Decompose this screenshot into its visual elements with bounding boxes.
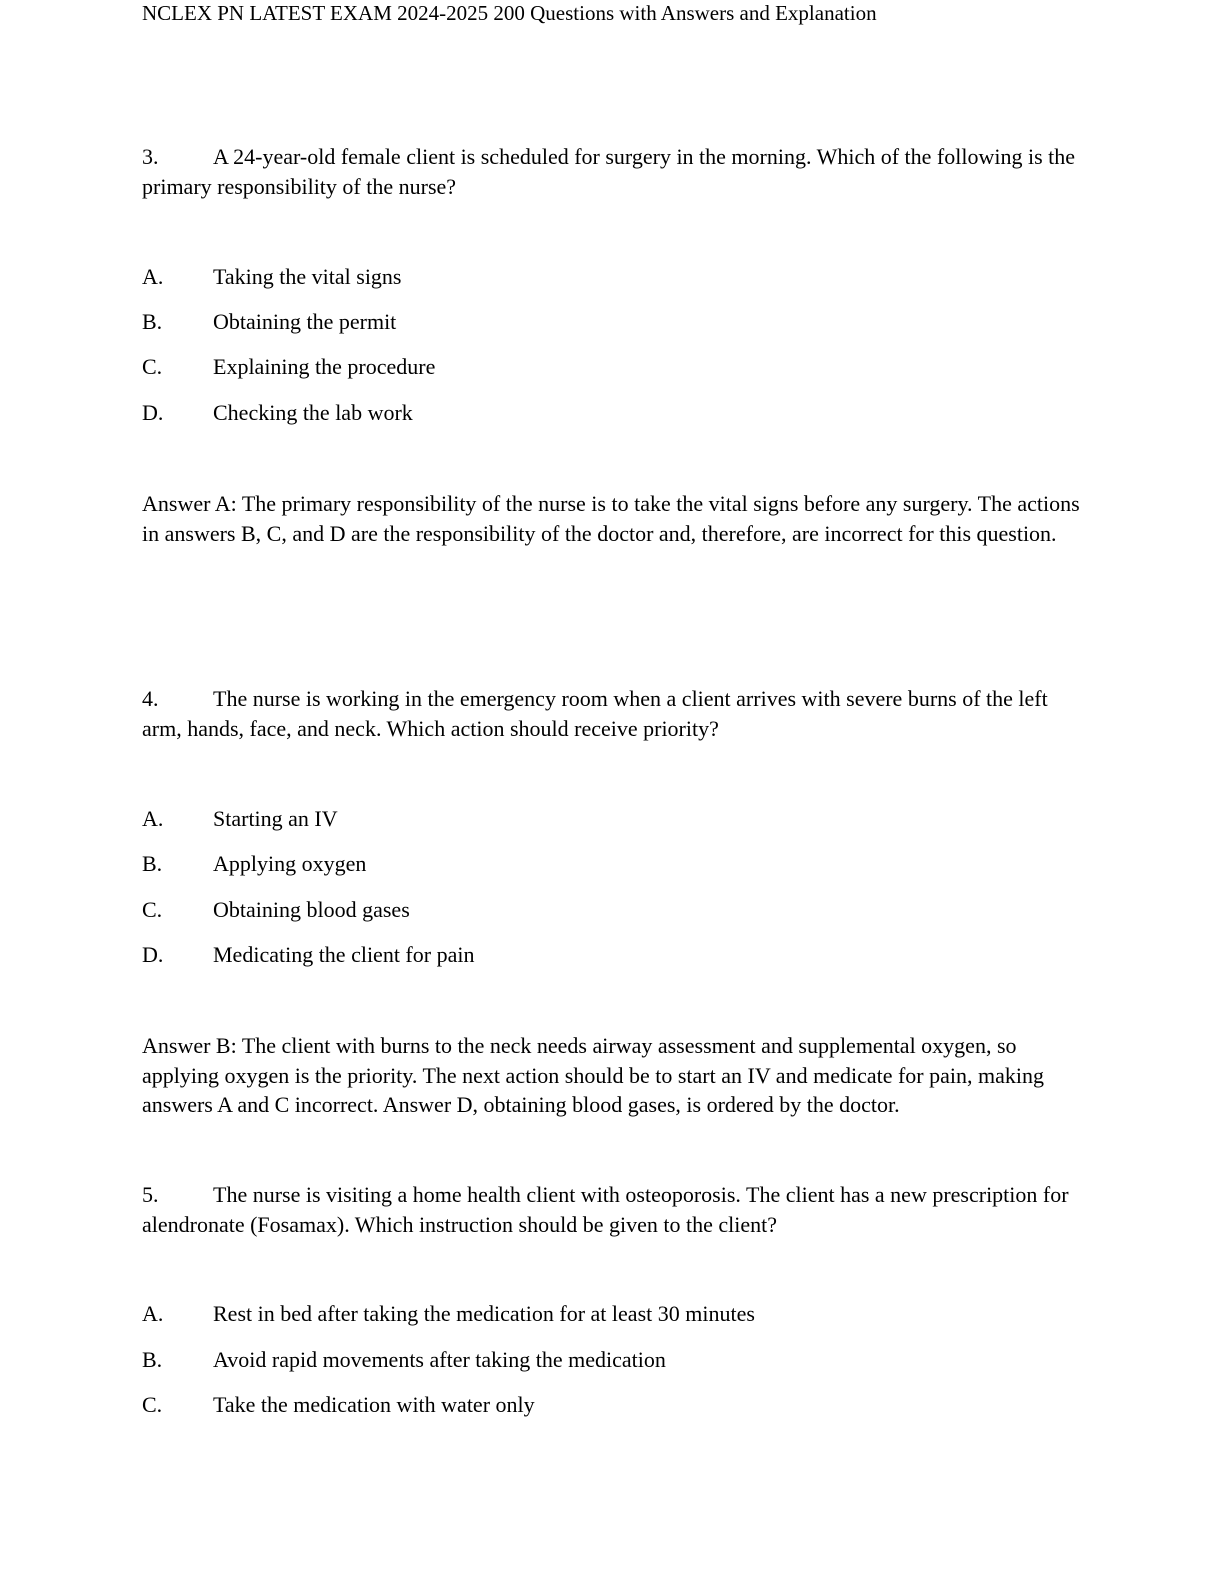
option-letter: C. bbox=[142, 897, 163, 922]
question-text: A 24-year-old female client is scheduled for surgery in the morning. Which of the following is the primary responsibility of the nurse? bbox=[142, 144, 1076, 199]
question-5 bbox=[142, 1180, 1082, 1239]
option-a bbox=[142, 805, 338, 833]
question-stem bbox=[142, 142, 1082, 201]
question-number: 3. bbox=[142, 144, 159, 169]
option-letter: A. bbox=[142, 806, 164, 831]
option-text: Take the medication with water only bbox=[213, 1392, 535, 1417]
option-text: Avoid rapid movements after taking the medication bbox=[213, 1347, 666, 1372]
option-d bbox=[142, 399, 413, 427]
question-stem bbox=[142, 1180, 1082, 1239]
option-letter: D. bbox=[142, 942, 164, 967]
option-text: Medicating the client for pain bbox=[213, 942, 475, 967]
option-letter: A. bbox=[142, 1301, 164, 1326]
option-b bbox=[142, 850, 366, 878]
option-letter: C. bbox=[142, 1392, 163, 1417]
option-d bbox=[142, 941, 474, 969]
option-a bbox=[142, 263, 402, 291]
question-4 bbox=[142, 684, 1082, 743]
question-text: The nurse is working in the emergency room when a client arrives with severe burns of the left arm, hands, face, and neck. Which action should receive priority? bbox=[142, 686, 1048, 741]
option-a bbox=[142, 1300, 755, 1328]
page-header: NCLEX PN LATEST EXAM 2024-2025 200 Questions with Answers and Explanation bbox=[142, 1, 877, 25]
option-b bbox=[142, 1346, 666, 1374]
option-letter: B. bbox=[142, 1347, 163, 1372]
option-letter: D. bbox=[142, 400, 164, 425]
question-number: 4. bbox=[142, 686, 159, 711]
option-c bbox=[142, 896, 410, 924]
question-number: 5. bbox=[142, 1182, 159, 1207]
option-c bbox=[142, 1391, 535, 1419]
question-text: The nurse is visiting a home health client with osteoporosis. The client has a new prescription for alendronate (Fosamax). Which instruction should be given to the client? bbox=[142, 1182, 1069, 1237]
question-3 bbox=[142, 142, 1082, 201]
answer-explanation: Answer B: The client with burns to the neck needs airway assessment and supplemental oxygen, so applying oxygen is the priority. The next action should be to start an IV and medicate for pain, making answers A and C incorrect. Answer D, obtaining blood gases, is ordered by the doctor. bbox=[142, 1033, 1044, 1117]
option-text: Obtaining blood gases bbox=[213, 897, 410, 922]
answer-explanation: Answer A: The primary responsibility of the nurse is to take the vital signs before any surgery. The actions in answers B, C, and D are the responsibility of the doctor and, therefore, are incorrect for this question. bbox=[142, 491, 1080, 546]
option-letter: C. bbox=[142, 354, 163, 379]
option-c bbox=[142, 353, 435, 381]
option-text: Explaining the procedure bbox=[213, 354, 436, 379]
option-b bbox=[142, 308, 396, 336]
option-letter: B. bbox=[142, 309, 163, 334]
option-text: Applying oxygen bbox=[213, 851, 367, 876]
option-text: Obtaining the permit bbox=[213, 309, 397, 334]
option-text: Taking the vital signs bbox=[213, 264, 402, 289]
option-text: Checking the lab work bbox=[213, 400, 413, 425]
option-text: Rest in bed after taking the medication for at least 30 minutes bbox=[213, 1301, 755, 1326]
question-stem bbox=[142, 684, 1082, 743]
option-letter: B. bbox=[142, 851, 163, 876]
option-letter: A. bbox=[142, 264, 164, 289]
option-text: Starting an IV bbox=[213, 806, 338, 831]
